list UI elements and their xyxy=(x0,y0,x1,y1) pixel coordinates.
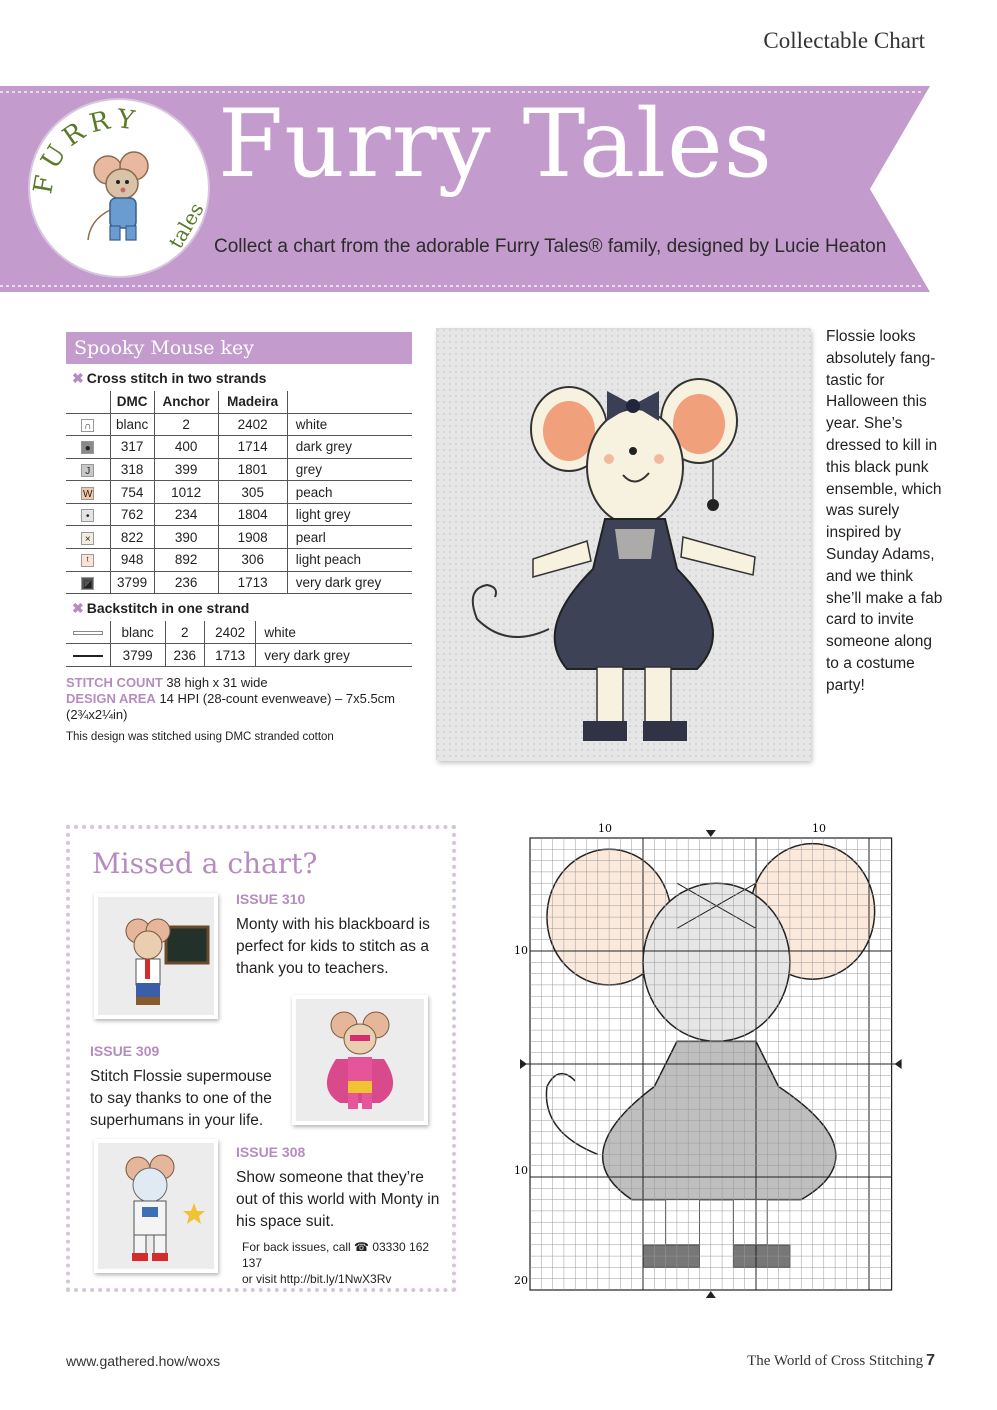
colour-name: dark grey xyxy=(287,436,412,459)
key-symbol: ● xyxy=(81,441,94,454)
cross-icon: ✖ xyxy=(72,600,84,617)
colour-name: light peach xyxy=(287,549,412,572)
madeira-code: 2402 xyxy=(204,621,256,644)
key-symbol: ᵗ xyxy=(81,554,94,567)
colour-name: very dark grey xyxy=(287,571,412,594)
anchor-code: 400 xyxy=(154,436,218,459)
chart-top-right-label: 10 xyxy=(812,822,826,835)
chart-left-label-3: 20 xyxy=(514,1274,528,1287)
missed-chart-box xyxy=(66,825,456,1292)
key-row xyxy=(66,549,412,572)
description-text: Flossie looks absolutely fang-tastic for Halloween this year. She’s dressed to kill in this black punk ensemble, which was surely inspired by Sunday Adams, and we think she’ll make a fab card to invite someone along to a costume party! xyxy=(826,328,943,694)
chart-top-left-label: 10 xyxy=(598,822,612,835)
svg-text:FURRY: FURRY xyxy=(30,104,143,197)
key-symbol: ∩ xyxy=(81,419,94,432)
backstitch-row xyxy=(66,644,412,667)
svg-text:tales: tales xyxy=(163,198,208,253)
anchor-code: 399 xyxy=(154,458,218,481)
page-title: Furry Tales xyxy=(218,90,773,199)
colour-name: very dark grey xyxy=(256,644,412,667)
dmc-code: 948 xyxy=(110,549,154,572)
colour-name: pearl xyxy=(287,526,412,549)
dmc-code: 754 xyxy=(110,481,154,504)
dmc-code: blanc xyxy=(110,413,154,436)
dmc-code: 822 xyxy=(110,526,154,549)
dmc-code: 3799 xyxy=(110,644,165,667)
key-symbol: W xyxy=(83,488,93,500)
cross-icon: ✖ xyxy=(72,370,84,386)
section-label: Collectable Chart xyxy=(763,28,925,53)
chart-left-label-2: 10 xyxy=(514,1164,528,1177)
col-madeira: Madeira xyxy=(218,391,287,413)
back-issues-info: For back issues, call ☎ 03330 162 137 or visit http://bit.ly/1NwX3Rv xyxy=(242,1239,452,1287)
dmc-code: 318 xyxy=(110,458,154,481)
anchor-code: 1012 xyxy=(154,481,218,504)
key-row xyxy=(66,458,412,481)
issue-310-thumbnail[interactable] xyxy=(94,893,218,1019)
colour-name: peach xyxy=(287,481,412,504)
anchor-code: 234 xyxy=(154,503,218,526)
footer-magazine: The World of Cross Stitching 7 xyxy=(747,1352,935,1369)
key-row xyxy=(66,436,412,459)
col-anchor: Anchor xyxy=(154,391,218,413)
issue-310-text: Monty with his blackboard is perfect for kids to stitch as a thank you to teachers. xyxy=(236,916,430,977)
madeira-code: 305 xyxy=(218,481,287,504)
furry-tales-logo xyxy=(30,100,208,276)
issue-309-text: Stitch Flossie supermouse to say thanks to one of the superhumans in your life. xyxy=(90,1068,272,1129)
issue-310-label: ISSUE 310 xyxy=(236,891,306,907)
cross-stitch-heading: ✖ Cross stitch in two strands xyxy=(72,370,267,386)
col-dmc: DMC xyxy=(110,391,154,413)
madeira-code: 1713 xyxy=(218,571,287,594)
dmc-code: 762 xyxy=(110,503,154,526)
anchor-code: 2 xyxy=(154,413,218,436)
key-row xyxy=(66,413,412,436)
madeira-code: 1714 xyxy=(218,436,287,459)
madeira-code: 1908 xyxy=(218,526,287,549)
backstitch-table xyxy=(66,621,412,667)
missed-title: Missed a chart? xyxy=(92,847,318,880)
key-row xyxy=(66,526,412,549)
cross-stitch-chart xyxy=(514,820,914,1300)
issue-308-thumbnail[interactable] xyxy=(94,1139,218,1273)
madeira-code: 2402 xyxy=(218,413,287,436)
back-issues-link[interactable]: or visit http://bit.ly/1NwX3Rv xyxy=(242,1272,392,1286)
key-table xyxy=(66,391,412,594)
madeira-code: 306 xyxy=(218,549,287,572)
issue-308-label: ISSUE 308 xyxy=(236,1144,306,1160)
footer-url[interactable]: www.gathered.how/woxs xyxy=(66,1353,221,1369)
stitch-stats: STITCH COUNT 38 high x 31 wide DESIGN AREA 14 HPI (28-count evenweave) – 7x5.5cm (2¾x2¼in) xyxy=(66,674,396,722)
dmc-code: blanc xyxy=(110,621,165,644)
white-line-icon xyxy=(73,631,103,635)
issue-308-text: Show someone that they’re out of this world with Monty in his space suit. xyxy=(236,1169,440,1230)
anchor-code: 2 xyxy=(165,621,204,644)
backstitch-row xyxy=(66,621,412,644)
madeira-code: 1804 xyxy=(218,503,287,526)
key-row xyxy=(66,503,412,526)
thread-note: This design was stitched using DMC stranded cotton xyxy=(66,730,334,743)
page-number: 7 xyxy=(926,1352,935,1369)
anchor-code: 892 xyxy=(154,549,218,572)
anchor-code: 236 xyxy=(165,644,204,667)
anchor-code: 390 xyxy=(154,526,218,549)
centre-marker-top xyxy=(706,830,716,837)
issue-309-label: ISSUE 309 xyxy=(90,1043,160,1059)
key-symbol: • xyxy=(81,509,94,522)
centre-marker-bottom xyxy=(706,1291,716,1298)
key-row xyxy=(66,481,412,504)
anchor-code: 236 xyxy=(154,571,218,594)
chart-grid xyxy=(514,820,914,1300)
colour-name: light grey xyxy=(287,503,412,526)
dark-line-icon xyxy=(73,655,103,657)
thread-key xyxy=(66,332,412,743)
chart-left-label-1: 10 xyxy=(514,944,528,957)
madeira-code: 1801 xyxy=(218,458,287,481)
issue-309-thumbnail[interactable] xyxy=(292,995,428,1125)
colour-name: white xyxy=(256,621,412,644)
key-title: Spooky Mouse key xyxy=(66,332,412,364)
key-row xyxy=(66,571,412,594)
colour-name: white xyxy=(287,413,412,436)
key-symbol: J xyxy=(81,464,94,477)
colour-name: grey xyxy=(287,458,412,481)
page-subtitle: Collect a chart from the adorable Furry Tales® family, designed by Lucie Heaton xyxy=(214,236,887,257)
stitched-mouse-photo xyxy=(436,328,810,760)
dmc-code: 317 xyxy=(110,436,154,459)
madeira-code: 1713 xyxy=(204,644,256,667)
key-symbol: ◪ xyxy=(83,578,93,590)
key-symbol: × xyxy=(81,532,94,545)
dmc-code: 3799 xyxy=(110,571,154,594)
backstitch-heading: ✖ Backstitch in one strand xyxy=(72,600,250,617)
